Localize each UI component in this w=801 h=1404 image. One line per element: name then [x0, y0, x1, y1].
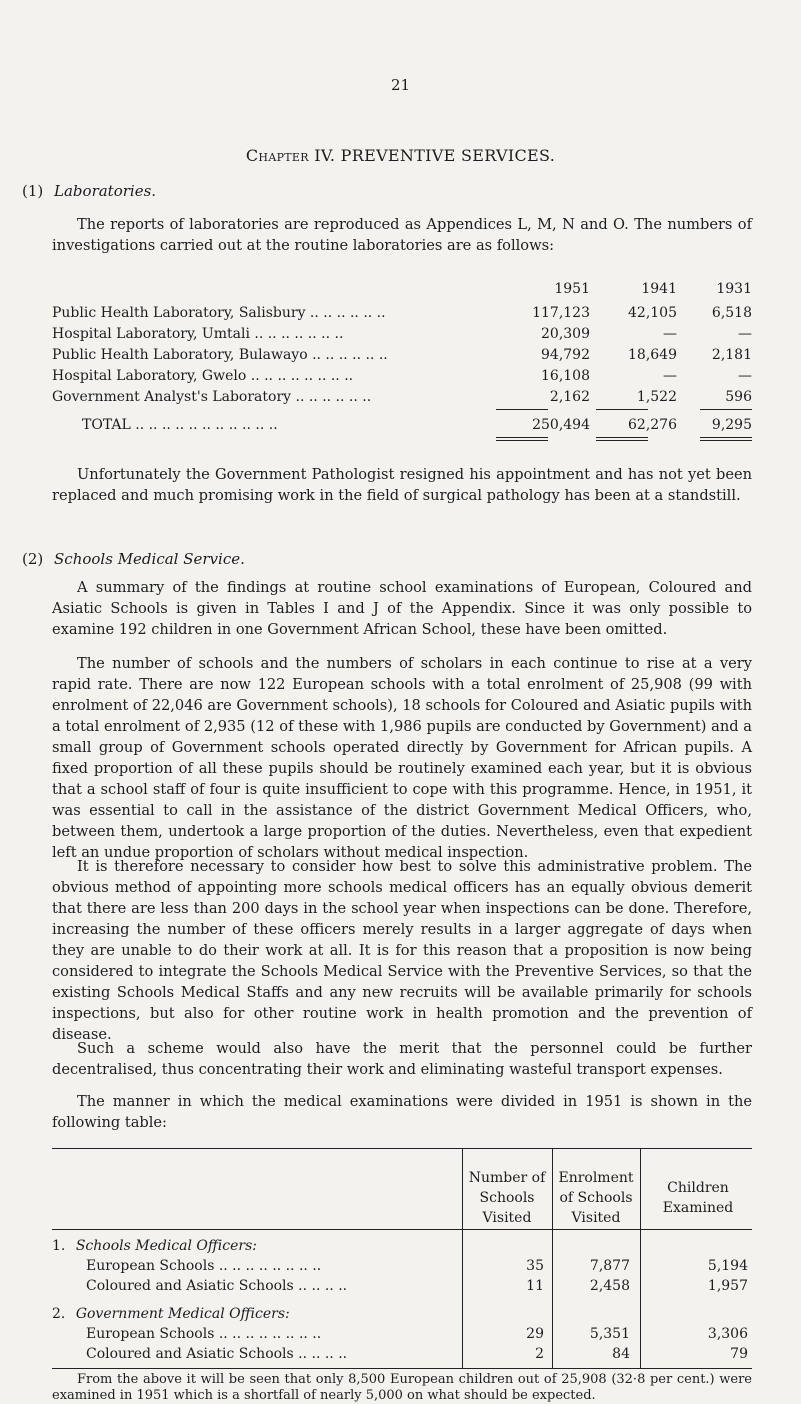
chapter-title: PREVENTIVE SERVICES. — [340, 146, 556, 165]
paragraph-pathologist: Unfortunately the Government Pathologist resigned his appointment and has not yet been replaced and much promising work in the field of surgical pathology has been at a standstill. — [52, 466, 752, 504]
section-number: (2) — [22, 550, 44, 568]
row-label: Coloured and Asiatic Schools .. .. .. .. — [86, 1346, 348, 1362]
section-number: (1) — [22, 182, 44, 200]
cell-1951: 16,108 — [541, 368, 590, 384]
group-title: Schools Medical Officers: — [75, 1238, 257, 1254]
paragraph-conclusion: From the above it will be seen that only 8,500 European children out of 25,908 (32·8 per cent.) were examined in 1951 which is a shortfall of nearly 5,000 on what should be expected. — [52, 1372, 752, 1403]
table-row — [52, 389, 752, 409]
table-top-rule — [52, 1148, 752, 1149]
lab-name: Hospital Laboratory, Umtali .. .. .. .. .. .. .. — [52, 326, 344, 342]
cell-1941: — — [663, 326, 677, 342]
cell-1941: 18,649 — [628, 347, 677, 363]
table-row — [52, 368, 752, 388]
header-schools-visited: Number of Schools Visited — [468, 1170, 546, 1226]
chapter-heading — [0, 146, 801, 165]
row-label: European Schools .. .. .. .. .. .. .. .. — [86, 1258, 322, 1274]
cell-examined: 79 — [730, 1346, 748, 1362]
page-number: 21 — [390, 76, 411, 94]
cell-1931: 596 — [725, 389, 752, 405]
paragraph-schools-growth: The number of schools and the numbers of scholars in each continue to rise at a very rapid rate. There are now 122 European schools with a total enrolment of 25,908 (99 with enrolment of 22,046 are Government schools), 18 schools for Coloured and Asiatic pupils with a total enrolment of 2,935 (12 of these with 1,986 pupils are conducted by Government) and a small group of Government schools operated directly by Government for African pupils. A fixed proportion of all these pupils should be routinely examined each year, but it is obvious that a school staff of four is quite insufficient to cope with this programme. Hence, in 1951, it was essential to call in the assistance of the district Government Medical Officers, who, between them, undertook a large proportion of the duties. Nevertheless, even that expedient left an undue proportion of scholars without medical inspection. — [52, 655, 752, 861]
sum-rule — [496, 409, 548, 410]
sum-rule — [700, 409, 752, 410]
double-rule — [700, 440, 752, 441]
cell-1941: — — [663, 368, 677, 384]
section-title: Schools Medical Service. — [54, 550, 245, 568]
section-heading-laboratories — [22, 182, 156, 200]
cell-schools: 35 — [526, 1258, 544, 1274]
header-enrolment: Enrolment of Schools Visited — [558, 1170, 634, 1226]
cell-enrolment: 84 — [612, 1346, 630, 1362]
cell-1941: 1,522 — [636, 389, 677, 405]
cell-enrolment: 5,351 — [589, 1326, 630, 1342]
cell-examined: 5,194 — [707, 1258, 748, 1274]
double-rule — [700, 437, 752, 438]
total-1931: 9,295 — [711, 417, 752, 433]
cell-enrolment: 2,458 — [589, 1278, 630, 1294]
header-children-examined: Children Examined — [662, 1180, 734, 1216]
double-rule — [596, 440, 648, 441]
table-row — [52, 326, 752, 346]
cell-enrolment: 7,877 — [589, 1258, 630, 1274]
cell-schools: 11 — [526, 1278, 544, 1294]
row-label: European Schools .. .. .. .. .. .. .. .. — [86, 1326, 322, 1342]
lab-name: Hospital Laboratory, Gwelo .. .. .. .. .. .. .. .. — [52, 368, 354, 384]
paragraph-decentralisation: Such a scheme would also have the merit that the personnel could be further decentralised, thus concentrating their work and eliminating wasteful transport expenses. — [52, 1040, 752, 1078]
column-divider — [462, 1148, 463, 1368]
cell-1951: 20,309 — [541, 326, 590, 342]
year-header: 1951 — [554, 281, 590, 297]
column-divider — [640, 1148, 641, 1368]
group-number: 1. — [52, 1238, 66, 1254]
cell-examined: 1,957 — [707, 1278, 748, 1294]
paragraph-administrative-problem: It is therefore necessary to consider how best to solve this administrative problem. The obvious method of appointing more schools medical officers has an equally obvious demerit that there are less than 200 days in the school year when inspections can be done. Therefore, increasing the number of these officers merely results in a larger aggregate of days when they are unable to do their work at all. It is for this reason that a proposition is now being considered to integrate the Schools Medical Service with the Preventive Services, so that the existing Schools Medical Staffs and any new recruits will be available primarily for schools inspections, but also for other routine work in health promotion and the prevention of disease. — [52, 858, 752, 1043]
lab-name: Public Health Laboratory, Salisbury .. .. .. .. .. .. — [52, 305, 386, 321]
cell-1941: 42,105 — [628, 305, 677, 321]
year-header: 1941 — [641, 281, 677, 297]
paragraph-table-intro: The manner in which the medical examinations were divided in 1951 is shown in the following table: — [52, 1093, 752, 1131]
group-number: 2. — [52, 1306, 66, 1322]
chapter-label: Chapter IV. — [245, 146, 336, 165]
cell-1951: 2,162 — [549, 389, 590, 405]
cell-1931: 6,518 — [711, 305, 752, 321]
group-heading — [52, 1306, 290, 1322]
total-row — [52, 417, 752, 437]
cell-1931: 2,181 — [711, 347, 752, 363]
double-rule — [496, 440, 548, 441]
row-label: Coloured and Asiatic Schools .. .. .. .. — [86, 1278, 348, 1294]
cell-examined: 3,306 — [707, 1326, 748, 1342]
year-header: 1931 — [716, 281, 752, 297]
table-header-rule — [52, 1229, 752, 1230]
paragraph-summary: A summary of the findings at routine school examinations of European, Coloured and Asiatic Schools is given in Tables I and J of the Appendix. Since it was only possible to examine 192 children in one Government African School, these have been omitted. — [52, 579, 752, 638]
lab-name: Government Analyst's Laboratory .. .. .. .. .. .. — [52, 389, 372, 405]
cell-1931: — — [738, 368, 752, 384]
cell-1951: 117,123 — [532, 305, 590, 321]
total-1941: 62,276 — [628, 417, 677, 433]
cell-schools: 2 — [535, 1346, 544, 1362]
double-rule — [496, 437, 548, 438]
lab-table-header — [52, 281, 752, 301]
column-divider — [552, 1148, 553, 1368]
group-heading — [52, 1238, 257, 1254]
paragraph-laboratories-intro: The reports of laboratories are reproduced as Appendices L, M, N and O. The numbers of investigations carried out at the routine laboratories are as follows: — [52, 216, 752, 254]
cell-1951: 94,792 — [541, 347, 590, 363]
lab-name: Public Health Laboratory, Bulawayo .. .. .. .. .. .. — [52, 347, 388, 363]
total-1951: 250,494 — [532, 417, 590, 433]
sum-rule — [596, 409, 648, 410]
table-bottom-rule — [52, 1368, 752, 1369]
table-row — [52, 347, 752, 367]
table-row — [52, 305, 752, 325]
total-label: TOTAL .. .. .. .. .. .. .. .. .. .. .. — [82, 417, 278, 433]
double-rule — [596, 437, 648, 438]
cell-1931: — — [738, 326, 752, 342]
group-title: Government Medical Officers: — [75, 1306, 290, 1322]
cell-schools: 29 — [526, 1326, 544, 1342]
section-title: Laboratories. — [54, 182, 157, 200]
section-heading-schools — [22, 550, 245, 568]
